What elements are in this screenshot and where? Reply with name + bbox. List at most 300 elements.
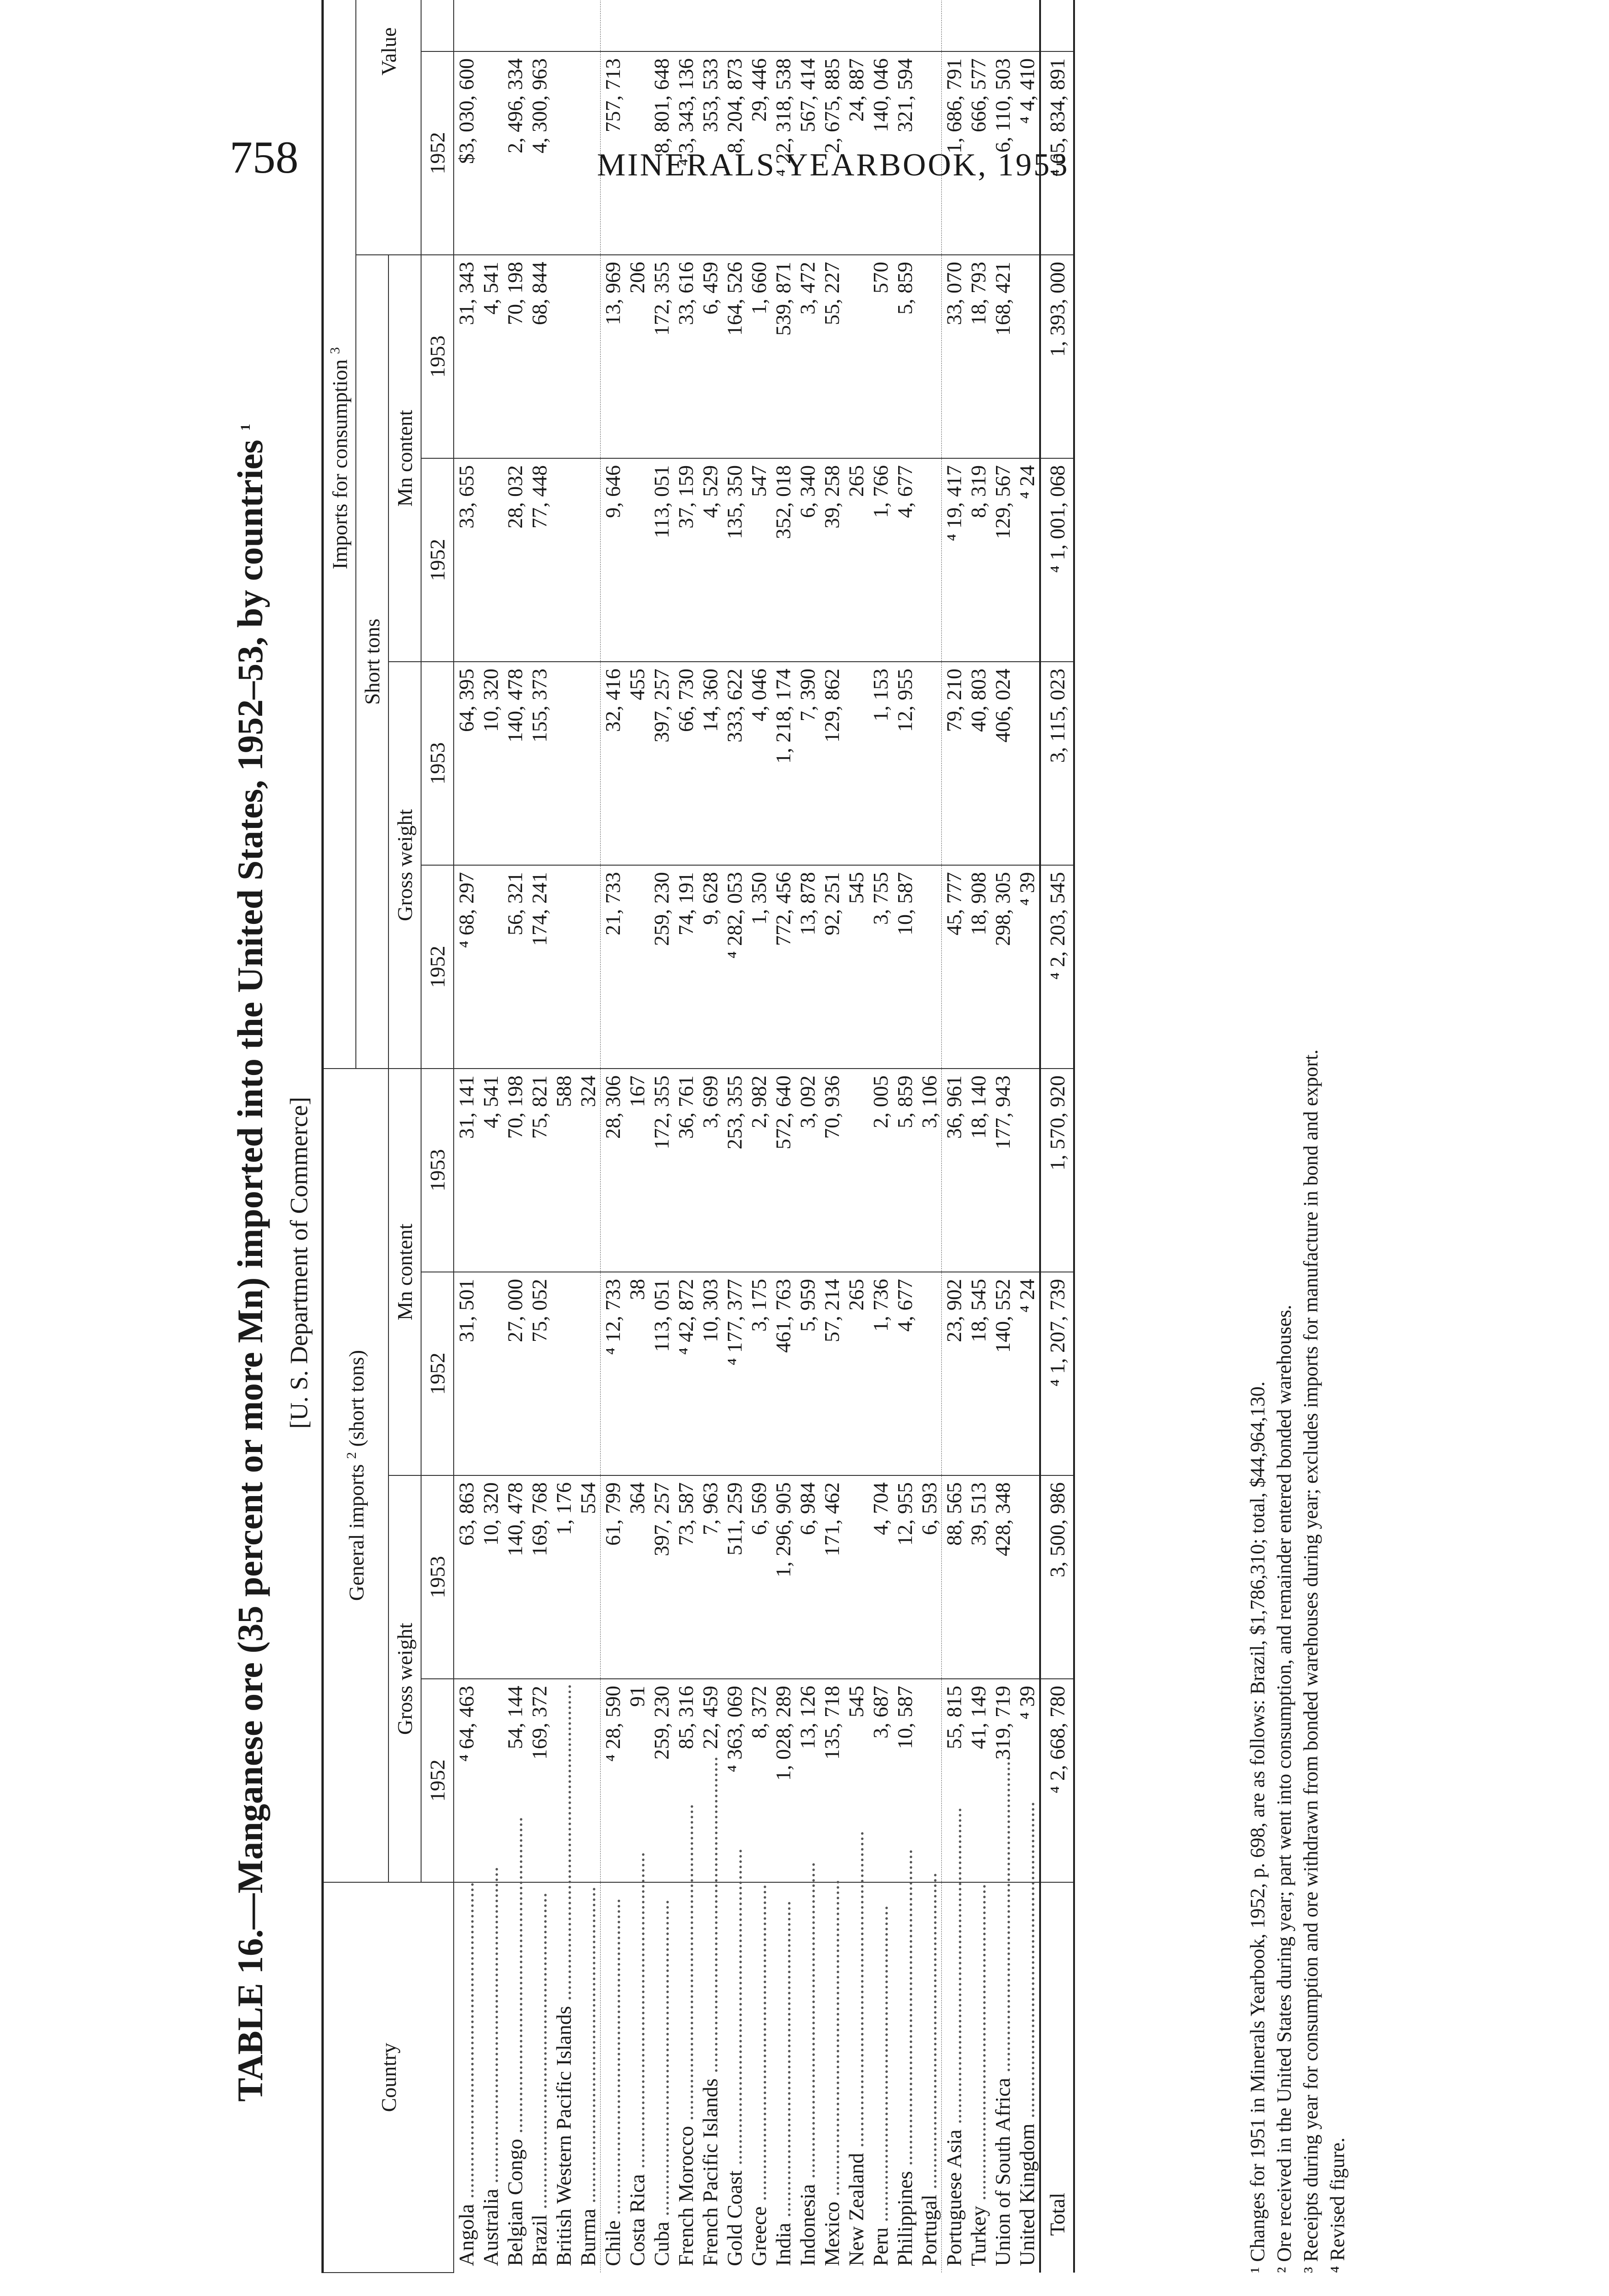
- header-gi-mn-content: Mn content: [388, 1069, 421, 1475]
- value-cell: 2, 675, 885: [820, 51, 844, 255]
- value-cell: [527, 0, 551, 51]
- value-cell: 92, 251: [820, 865, 844, 1069]
- value-cell: [649, 0, 674, 51]
- table-title: [230, 253, 271, 2273]
- value-cell: ⁴ 64, 463: [454, 1679, 478, 1882]
- value-cell: [1015, 255, 1040, 458]
- value-cell: 4, 529: [698, 458, 722, 662]
- value-cell: 5, 959: [795, 1272, 820, 1475]
- header-ic-gross-weight: Gross weight: [388, 662, 421, 1069]
- country-cell: [844, 1831, 868, 2273]
- value-cell: 1, 736: [868, 1272, 893, 1475]
- value-cell: [551, 458, 576, 662]
- value-cell: 37, 159: [674, 458, 698, 662]
- value-cell: [820, 0, 844, 51]
- leader-dots: ............................................................: [455, 1882, 478, 2204]
- value-cell: 74, 191: [674, 865, 698, 1069]
- total-value-cell: ⁴ 2, 668, 780: [1040, 1679, 1074, 1882]
- value-cell: ⁴ 19, 417: [942, 458, 967, 662]
- table-row: [942, 0, 967, 2273]
- country-cell: [795, 1862, 820, 2273]
- value-cell: 265: [844, 1272, 868, 1475]
- value-cell: 1, 153: [868, 662, 893, 865]
- value-cell: 63, 863: [454, 1475, 478, 1679]
- header-year: 1952: [421, 458, 454, 662]
- value-cell: 36, 961: [942, 1069, 967, 1272]
- value-cell: 56, 321: [503, 865, 527, 1069]
- value-cell: 31, 501: [454, 1272, 478, 1475]
- value-cell: [844, 662, 868, 865]
- table-row: [674, 0, 698, 2273]
- footnote-1: ¹ Changes for 1951 in Minerals Yearbook, 1952, p. 698, are as follows: Brazil, $1,786,310; total, $44,964,130.: [1246, 1381, 1269, 2273]
- total-value-cell: [1040, 0, 1074, 51]
- value-cell: 4, 046: [747, 662, 771, 865]
- value-cell: 3, 472: [795, 255, 820, 458]
- value-cell: [795, 0, 820, 51]
- leader-dots: ............................................................: [820, 1879, 844, 2202]
- table-row: [454, 0, 478, 2273]
- header-year: 1953: [421, 1475, 454, 1679]
- value-cell: 8, 319: [966, 458, 990, 662]
- value-cell: [576, 662, 601, 865]
- value-cell: 57, 214: [820, 1272, 844, 1475]
- value-cell: [1015, 0, 1040, 51]
- value-cell: 4, 677: [893, 1272, 917, 1475]
- value-cell: 397, 257: [649, 1475, 674, 1679]
- value-cell: [844, 1475, 868, 1679]
- value-cell: 168, 421: [990, 255, 1015, 458]
- value-cell: 70, 936: [820, 1069, 844, 1272]
- value-cell: 4, 677: [893, 458, 917, 662]
- country-name: Union of South Africa: [991, 2077, 1015, 2266]
- value-cell: 1, 350: [747, 865, 771, 1069]
- table-row: [820, 0, 844, 2273]
- country-name: Chile: [601, 2220, 625, 2266]
- header-general-imports: [323, 1069, 389, 1882]
- value-cell: 511, 259: [722, 1475, 747, 1679]
- value-cell: [966, 0, 990, 51]
- value-cell: 33, 070: [942, 255, 967, 458]
- value-cell: 172, 355: [649, 255, 674, 458]
- value-cell: 171, 462: [820, 1475, 844, 1679]
- value-cell: 12, 955: [893, 1475, 917, 1679]
- value-cell: 55, 815: [942, 1679, 967, 1882]
- value-cell: 1, 686, 791: [942, 51, 967, 255]
- table-row: [844, 0, 868, 2273]
- value-cell: 428, 348: [990, 1475, 1015, 1679]
- country-cell: [551, 1683, 576, 2273]
- value-cell: 570: [868, 255, 893, 458]
- value-cell: ⁴ 22, 318, 538: [771, 51, 795, 255]
- country-cell: [917, 1872, 942, 2273]
- country-cell: [990, 1756, 1015, 2273]
- value-cell: 772, 456: [771, 865, 795, 1069]
- table-row: [625, 0, 649, 2273]
- table-row: [478, 0, 503, 2273]
- total-value-cell: ⁴ 2, 203, 545: [1040, 865, 1074, 1069]
- value-cell: ⁴ 68, 297: [454, 865, 478, 1069]
- leader-dots: ............................................................: [479, 1866, 503, 2189]
- value-cell: 8, 801, 648: [649, 51, 674, 255]
- value-cell: 265: [844, 458, 868, 662]
- value-cell: 3, 092: [795, 1069, 820, 1272]
- value-cell: 36, 761: [674, 1069, 698, 1272]
- value-cell: 364: [625, 1475, 649, 1679]
- value-cell: [503, 0, 527, 51]
- value-cell: [551, 51, 576, 255]
- leader-dots: ............................................................: [991, 1756, 1015, 2078]
- value-cell: 55, 227: [820, 255, 844, 458]
- country-name: Australia: [479, 2189, 503, 2266]
- value-cell: [917, 1272, 942, 1475]
- header-year: 1952: [421, 1679, 454, 1882]
- value-cell: 75, 821: [527, 1069, 551, 1272]
- country-name: Cuba: [650, 2221, 674, 2266]
- value-cell: 66, 730: [674, 662, 698, 865]
- country-cell: [942, 1807, 967, 2273]
- value-cell: [551, 0, 576, 51]
- country-cell: [625, 1851, 649, 2273]
- value-cell: [942, 0, 967, 51]
- leader-dots: ............................................................: [674, 1804, 698, 2126]
- value-cell: 321, 594: [893, 51, 917, 255]
- value-cell: 1, 766: [868, 458, 893, 662]
- footnote-4: ⁴ Revised figure.: [1326, 2137, 1349, 2273]
- country-cell: [868, 1882, 893, 2273]
- leader-dots: ............................................................: [1015, 1801, 1039, 2124]
- table-row: [698, 0, 722, 2273]
- country-name: Indonesia: [796, 2184, 820, 2266]
- value-cell: ⁴ 42, 872: [674, 1272, 698, 1475]
- value-cell: 10, 587: [893, 1679, 917, 1882]
- value-cell: [576, 458, 601, 662]
- total-row: [1040, 0, 1074, 2273]
- value-cell: 167: [625, 1069, 649, 1272]
- total-value-cell: 3, 500, 986: [1040, 1475, 1074, 1679]
- value-cell: [698, 0, 722, 51]
- table-body: [454, 0, 1074, 2273]
- value-cell: 333, 622: [722, 662, 747, 865]
- value-cell: 554: [576, 1475, 601, 1679]
- leader-dots: ............................................................: [601, 1898, 625, 2221]
- value-cell: 319, 719: [990, 1679, 1015, 1882]
- value-cell: ⁴ 12, 733: [601, 1272, 625, 1475]
- value-cell: 10, 587: [893, 865, 917, 1069]
- value-cell: 10, 303: [698, 1272, 722, 1475]
- header-year: 1953: [421, 1069, 454, 1272]
- leader-dots: ............................................................: [869, 1905, 893, 2228]
- value-cell: 38: [625, 1272, 649, 1475]
- country-cell: [601, 1882, 625, 2273]
- value-cell: [844, 255, 868, 458]
- country-name: Burma: [576, 2208, 600, 2266]
- value-cell: ⁴ 28, 590: [601, 1679, 625, 1882]
- header-ic-mn-content: Mn content: [388, 255, 421, 662]
- value-cell: 32, 416: [601, 662, 625, 865]
- leader-dots: ............................................................: [844, 1831, 868, 2153]
- header-short-tons: Short tons: [356, 255, 388, 1069]
- value-cell: 91: [625, 1679, 649, 1882]
- value-cell: 164, 526: [722, 255, 747, 458]
- header-general-imports-label: General imports: [344, 1464, 368, 1601]
- value-cell: [576, 51, 601, 255]
- value-cell: 1, 660: [747, 255, 771, 458]
- country-cell: [747, 1882, 771, 2273]
- value-cell: 22, 459: [698, 1679, 722, 1882]
- leader-dots: ............................................................: [967, 1884, 990, 2206]
- value-cell: 547: [747, 458, 771, 662]
- value-cell: 24, 887: [844, 51, 868, 255]
- header-year: 1952: [421, 51, 454, 255]
- value-cell: [917, 51, 942, 255]
- country-cell: [698, 1756, 722, 2273]
- value-cell: 9, 646: [601, 458, 625, 662]
- country-cell: [966, 1882, 990, 2273]
- value-cell: [625, 0, 649, 51]
- country-name: Portugal: [917, 2195, 941, 2266]
- value-cell: 174, 241: [527, 865, 551, 1069]
- total-value-cell: ⁴ 1, 001, 068: [1040, 458, 1074, 662]
- value-cell: 353, 533: [698, 51, 722, 255]
- value-cell: 4, 300, 963: [527, 51, 551, 255]
- value-cell: [551, 1272, 576, 1475]
- value-cell: 8, 204, 873: [722, 51, 747, 255]
- header-imports-consumption: [323, 0, 356, 1069]
- value-cell: 3, 755: [868, 865, 893, 1069]
- total-label: [1040, 1882, 1074, 2273]
- manganese-imports-table: [321, 0, 1075, 2273]
- header-value: Value: [356, 0, 421, 255]
- value-cell: [917, 458, 942, 662]
- value-cell: 6, 110, 503: [990, 51, 1015, 255]
- value-cell: [576, 1272, 601, 1475]
- value-cell: 155, 373: [527, 662, 551, 865]
- country-cell: [503, 1817, 527, 2273]
- value-cell: 61, 799: [601, 1475, 625, 1679]
- country-name: French Morocco: [674, 2126, 698, 2266]
- table-row: [551, 0, 576, 2273]
- value-cell: [551, 255, 576, 458]
- value-cell: [917, 1679, 942, 1882]
- value-cell: 140, 046: [868, 51, 893, 255]
- country-cell: [893, 1849, 917, 2273]
- value-cell: 172, 355: [649, 1069, 674, 1272]
- value-cell: 18, 545: [966, 1272, 990, 1475]
- value-cell: ⁴ 4, 410: [1015, 51, 1040, 255]
- page-number: 758: [230, 132, 298, 183]
- leader-dots: ............................................................: [698, 1756, 722, 2079]
- country-cell: [722, 1848, 747, 2273]
- table-title-text: TABLE 16.—Manganese ore (35 percent or more Mn) imported into the United States, 1952–53, by countries: [230, 439, 270, 2102]
- value-cell: 14, 360: [698, 662, 722, 865]
- value-cell: [478, 1272, 503, 1475]
- table-row: [771, 0, 795, 2273]
- value-cell: 545: [844, 1679, 868, 1882]
- value-cell: [868, 0, 893, 51]
- header-year: 1953: [421, 255, 454, 458]
- value-cell: [625, 865, 649, 1069]
- value-cell: 10, 320: [478, 662, 503, 865]
- value-cell: 2, 005: [868, 1069, 893, 1272]
- value-cell: [917, 662, 942, 865]
- leader-dots: ............................................................: [503, 1817, 527, 2139]
- value-cell: ⁴ 39: [1015, 1679, 1040, 1882]
- value-cell: 4, 541: [478, 255, 503, 458]
- value-cell: 85, 316: [674, 1679, 698, 1882]
- value-cell: [601, 0, 625, 51]
- value-cell: 461, 763: [771, 1272, 795, 1475]
- leader-dots: ............................................................: [576, 1886, 600, 2209]
- value-cell: 545: [844, 865, 868, 1069]
- value-cell: 39, 513: [966, 1475, 990, 1679]
- value-cell: 8, 372: [747, 1679, 771, 1882]
- value-cell: 757, 713: [601, 51, 625, 255]
- value-cell: 18, 140: [966, 1069, 990, 1272]
- footnote-3: ³ Receipts during year for consumption and ore withdrawn from bonded warehouses during year; excludes imports for manufacture in bond and export.: [1300, 1049, 1322, 2273]
- value-cell: 259, 230: [649, 1679, 674, 1882]
- value-cell: 75, 052: [527, 1272, 551, 1475]
- country-name: Gold Coast: [723, 2170, 747, 2266]
- value-cell: 406, 024: [990, 662, 1015, 865]
- value-cell: 135, 718: [820, 1679, 844, 1882]
- country-name: Angola: [455, 2204, 478, 2266]
- leader-dots: ............................................................: [625, 1851, 649, 2174]
- value-cell: 588: [551, 1069, 576, 1272]
- value-cell: [478, 51, 503, 255]
- value-cell: 23, 902: [942, 1272, 967, 1475]
- value-cell: [917, 255, 942, 458]
- value-cell: 64, 395: [454, 662, 478, 865]
- table-row: [966, 0, 990, 2273]
- value-cell: 21, 733: [601, 865, 625, 1069]
- table-row: [868, 0, 893, 2273]
- value-cell: 177, 943: [990, 1069, 1015, 1272]
- value-cell: [576, 0, 601, 51]
- table-row: [527, 0, 551, 2273]
- value-cell: [893, 0, 917, 51]
- value-cell: 28, 032: [503, 458, 527, 662]
- value-cell: [551, 662, 576, 865]
- country-name: Belgian Congo: [503, 2138, 527, 2266]
- value-cell: 539, 871: [771, 255, 795, 458]
- value-cell: ⁴ 39: [1015, 865, 1040, 1069]
- table-source: [U. S. Department of Commerce]: [285, 1097, 313, 1429]
- header-year: 1952: [421, 1272, 454, 1475]
- value-cell: 206: [625, 255, 649, 458]
- value-cell: 6, 459: [698, 255, 722, 458]
- value-cell: 10, 320: [478, 1475, 503, 1679]
- leader-dots: ............................................................: [552, 1683, 576, 2006]
- value-cell: ⁴ 24: [1015, 1272, 1040, 1475]
- running-head: MINERALS YEARBOOK, 1953: [597, 147, 1069, 183]
- leader-dots: ............................................................: [650, 1899, 674, 2222]
- country-cell: [478, 1866, 503, 2273]
- leader-dots: ............................................................: [723, 1848, 747, 2171]
- value-cell: ⁴ 177, 377: [722, 1272, 747, 1475]
- value-cell: 33, 655: [454, 458, 478, 662]
- country-name: Greece: [747, 2206, 771, 2266]
- value-cell: 298, 305: [990, 865, 1015, 1069]
- header-year: 1953: [421, 662, 454, 865]
- value-cell: [917, 0, 942, 51]
- value-cell: 135, 350: [722, 458, 747, 662]
- value-cell: 3, 175: [747, 1272, 771, 1475]
- value-cell: [844, 1069, 868, 1272]
- value-cell: [917, 865, 942, 1069]
- value-cell: [674, 0, 698, 51]
- value-cell: 9, 628: [698, 865, 722, 1069]
- value-cell: 666, 577: [966, 51, 990, 255]
- value-cell: 113, 051: [649, 458, 674, 662]
- total-value-cell: 1, 570, 920: [1040, 1069, 1074, 1272]
- total-value-cell: 3, 115, 023: [1040, 662, 1074, 865]
- value-cell: [990, 0, 1015, 51]
- value-cell: 113, 051: [649, 1272, 674, 1475]
- country-cell: [1015, 1801, 1040, 2273]
- value-cell: 41, 149: [966, 1679, 990, 1882]
- value-cell: 259, 230: [649, 865, 674, 1069]
- value-cell: 567, 414: [795, 51, 820, 255]
- value-cell: 27, 000: [503, 1272, 527, 1475]
- footnote-2: ² Ore received in the United States during year; part went into consumption, and remainder entered bonded warehouses.: [1273, 1305, 1295, 2273]
- table-row: [722, 0, 747, 2273]
- total-label-text: Total: [1045, 2193, 1069, 2236]
- value-cell: ⁴ 282, 053: [722, 865, 747, 1069]
- value-cell: 40, 803: [966, 662, 990, 865]
- value-cell: [1015, 1069, 1040, 1272]
- value-cell: [576, 255, 601, 458]
- value-cell: [1015, 1475, 1040, 1679]
- value-cell: 68, 844: [527, 255, 551, 458]
- value-cell: ⁴ 24: [1015, 458, 1040, 662]
- value-cell: 1, 296, 905: [771, 1475, 795, 1679]
- table-row: [795, 0, 820, 2273]
- value-cell: 1, 176: [551, 1475, 576, 1679]
- header-imports-consumption-label: Imports for consumption: [328, 359, 352, 569]
- table-row: [601, 0, 625, 2273]
- header-imports-consumption-note: 3: [327, 347, 343, 355]
- value-cell: 54, 144: [503, 1679, 527, 1882]
- value-cell: [625, 458, 649, 662]
- value-cell: 70, 198: [503, 1069, 527, 1272]
- value-cell: 31, 343: [454, 255, 478, 458]
- value-cell: 140, 552: [990, 1272, 1015, 1475]
- total-value-cell: ⁴ 1, 207, 739: [1040, 1272, 1074, 1475]
- country-cell: [820, 1879, 844, 2273]
- value-cell: 73, 587: [674, 1475, 698, 1679]
- value-cell: ⁴ 3, 343, 136: [674, 51, 698, 255]
- value-cell: 3, 687: [868, 1679, 893, 1882]
- table-row: [1015, 0, 1040, 2273]
- value-cell: 352, 018: [771, 458, 795, 662]
- value-cell: 7, 390: [795, 662, 820, 865]
- country-cell: [771, 1882, 795, 2273]
- country-name: Philippines: [893, 2171, 917, 2266]
- value-cell: 6, 593: [917, 1475, 942, 1679]
- header-year: [421, 0, 454, 51]
- value-cell: 5, 859: [893, 255, 917, 458]
- value-cell: 31, 141: [454, 1069, 478, 1272]
- header-year: 1952: [421, 865, 454, 1069]
- table-row: [649, 0, 674, 2273]
- value-cell: 324: [576, 1069, 601, 1272]
- table-row: [576, 0, 601, 2273]
- value-cell: 13, 969: [601, 255, 625, 458]
- value-cell: [625, 51, 649, 255]
- leader-dots: ............................................................: [893, 1849, 917, 2171]
- value-cell: 397, 257: [649, 662, 674, 865]
- country-name: Mexico: [820, 2201, 844, 2266]
